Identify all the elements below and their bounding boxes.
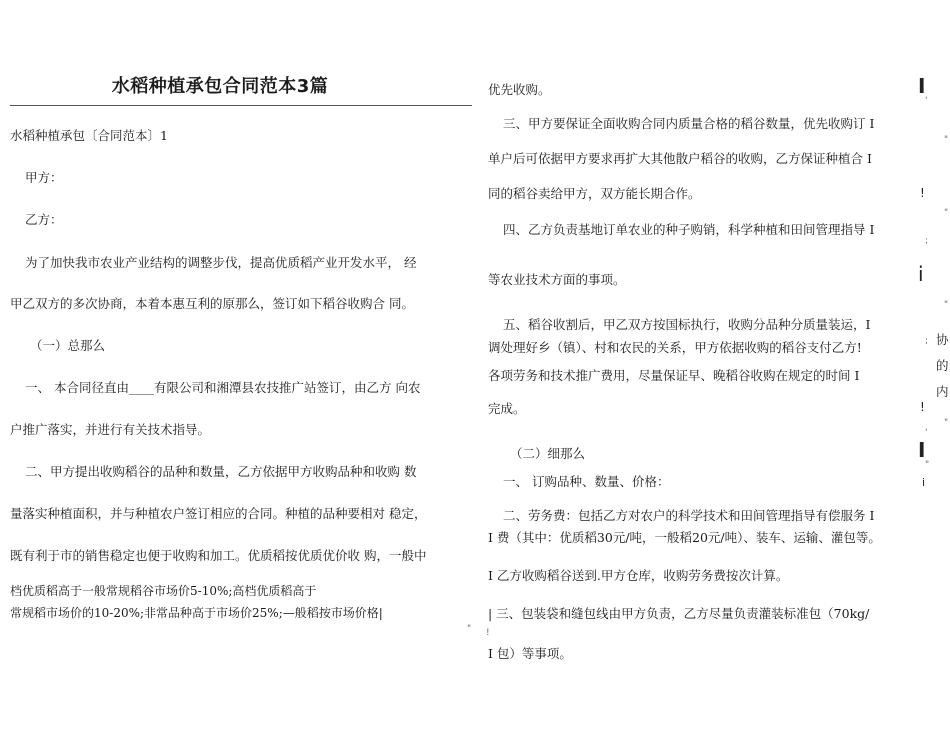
margin-quote-2: " (944, 208, 949, 218)
margin-i-2: i (922, 476, 926, 489)
margin-char-nei: 内 (936, 384, 949, 399)
margin-bar-mid: I (918, 438, 926, 462)
right-line-13: 二、劳务费：包括乙方对农户的科学技术和田间管理指导有偿服务 I (503, 508, 875, 523)
right-line-11: （二）细那么 (510, 446, 586, 461)
margin-bang-1: ! (920, 186, 925, 200)
right-column-bang: ! (486, 628, 490, 638)
margin-semi-1: ; (925, 236, 929, 246)
left-line-7: 一、 本合同径直由____有限公司和湘潭县农技推广站签订，由乙方 向农 (25, 380, 421, 395)
right-line-17: I 包）等事项。 (488, 646, 572, 661)
left-line-11: 既有利于市的销售稳定也便于收购和加工。优质稻按优质优价收 购，一般中 (10, 548, 427, 563)
margin-quote-5: " (925, 460, 930, 470)
right-line-7: 五、稻谷收割后，甲乙双方按国标执行，收购分品种分质量装运，I (503, 317, 871, 332)
right-line-2: 三、甲方要保证全面收购合同内质量合格的稻谷数量，优先收购订 I (503, 116, 875, 131)
margin-char-xie: 协 (936, 332, 949, 347)
left-line-5: 甲乙双方的多次协商，本着本惠互利的原那么，签订如下稻谷收购合 同。 (10, 296, 414, 311)
right-line-8: 调处理好乡（镇）、村和农民的关系，甲方依据收购的稻谷支付乙方! (488, 340, 862, 355)
margin-i-1: i (918, 262, 924, 286)
margin-quote-3: " (944, 300, 949, 310)
left-line-1: 水稻种植承包〔合同范本〕1 (10, 128, 168, 143)
margin-quote-4: " (944, 418, 949, 428)
left-line-8: 户推广落实，并进行有关技术指导。 (10, 422, 211, 437)
margin-comma-1: ' (925, 96, 928, 106)
left-quote-mark: " (467, 624, 472, 634)
right-line-9: 各项劳务和技术推广费用，尽量保证早、晚稻谷收购在规定的时间 I (488, 368, 860, 383)
right-line-5: 四、乙方负责基地订单农业的种子购销，科学种植和田间管理指导 I (503, 222, 875, 237)
right-line-12: 一、 订购品种、数量、价格： (503, 474, 670, 489)
right-line-10: 完成。 (488, 401, 526, 416)
margin-bar-top: I (918, 74, 926, 98)
left-line-3: 乙方： (25, 212, 63, 227)
right-line-1: 优先收购。 (488, 82, 551, 97)
right-line-6: 等农业技术方面的事项。 (488, 272, 626, 287)
right-line-3: 单户后可依据甲方要求再扩大其他散户稻谷的收购，乙方保证种植合 I (488, 151, 872, 166)
left-line-2: 甲方： (25, 170, 63, 185)
margin-quote-1: " (944, 135, 949, 145)
margin-char-de: 的 (936, 358, 949, 373)
margin-comma-2: ' (925, 428, 928, 438)
right-line-16: | 三、包装袋和缝包线由甲方负责，乙方尽量负责灌装标准包（70kg/ (488, 606, 870, 621)
right-line-15: I 乙方收购稻谷送到.甲方仓库，收购劳务费按次计算。 (488, 568, 789, 583)
left-line-4: 为了加快我市农业产业结构的调整步伐，提高优质稻产业开发水平， 经 (25, 255, 417, 270)
right-line-14: I 费（其中：优质稻30元/吨，一般稻20元/吨）、装车、运输、灌包等。 (488, 530, 881, 545)
document-title: 水稻种植承包合同范本3篇 (111, 76, 329, 97)
title-divider (10, 105, 472, 106)
left-line-9: 二、甲方提出收购稻谷的品种和数量，乙方依据甲方收购品种和收购 数 (25, 464, 417, 479)
left-line-10: 量落实种植面积，并与种植农户签订相应的合同。种植的品种要相对 稳定， (10, 506, 427, 521)
left-line-13: 常规稻市场价的10-20%;非常品种高于市场价25%;—般稻按市场价格| (10, 606, 383, 620)
left-line-12: 档优质稻高于一般常规稻谷市场价5-10%;高档优质稻高于 (10, 584, 317, 598)
margin-bang-2: ! (920, 400, 925, 414)
left-line-6: （一）总那么 (30, 338, 106, 353)
right-line-4: 同的稻谷卖给甲方，双方能长期合作。 (488, 186, 701, 201)
margin-semi-2: ; (925, 336, 929, 346)
